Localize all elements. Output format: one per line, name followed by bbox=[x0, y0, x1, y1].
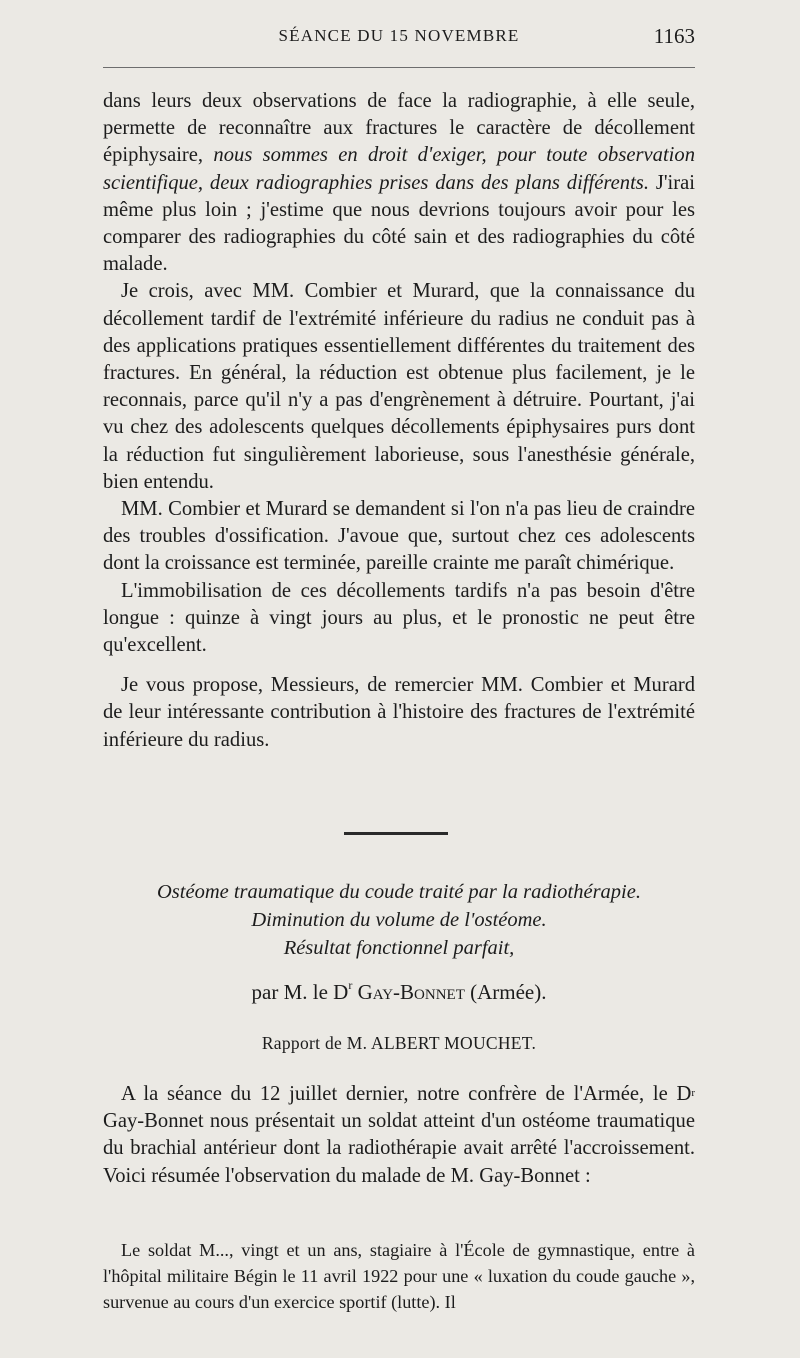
report-body bbox=[103, 1081, 695, 1190]
running-title: SÉANCE DU 15 NOVEMBRE bbox=[278, 26, 520, 45]
paragraph: Le soldat M..., vingt et un ans, stagiaire à l'École de gymnastique, entre à l'hôpital militaire Bégin le 11 avril 1922 pour une « luxation du coude gauche », survenue au cours d'un exercice sportif (lutte). Il bbox=[103, 1240, 695, 1312]
author-suffix: (Armée). bbox=[464, 980, 547, 1004]
title-line: Ostéome traumatique du coude traité par la radiothérapie. bbox=[157, 881, 641, 903]
page-number: 1163 bbox=[653, 24, 695, 48]
paragraph-text: J'irai même plus loin ; j'estime que nous devrions toujours avoir pour les comparer des radiographies du côté sain et des radiographies du côté malade. bbox=[103, 171, 695, 276]
section-separator bbox=[344, 832, 448, 835]
paragraph: L'immobilisation de ces décollements tardifs n'a pas besoin d'être longue : quinze à vingt jours au plus, et le pronostic ne peut être qu'excellent. bbox=[103, 579, 695, 657]
article-title bbox=[103, 878, 695, 962]
case-observation bbox=[103, 1237, 695, 1315]
paragraph: Je crois, avec MM. Combier et Murard, que la connaissance du décollement tardif de l'extrémité inférieure du radius ne conduit pas à des applications pratiques essentiellement différentes du traitement des fractures. En général, la réduction est obtenue plus facilement, je le reconnais, parce qu'il n'y a pas d'engrènement à détruire. Pourtant, j'ai vu chez des adolescents quelques décollements épiphysaires purs dont la réduction fut singulièrement laborieuse, sous l'anesthésie générale, bien entendu. bbox=[103, 280, 695, 493]
emphasis-text: nous sommes en droit d'exiger, pour toute observation scientifique, deux radiographies prises dans des plans différents. bbox=[103, 144, 695, 194]
paragraph bbox=[103, 1081, 695, 1190]
title-sup: r bbox=[691, 1087, 695, 1099]
paragraph bbox=[103, 88, 695, 278]
paragraph-text: A la séance du 12 juillet dernier, notre confrère de l'Armée, le D bbox=[121, 1083, 692, 1105]
title-line: Diminution du volume de l'ostéome. bbox=[251, 909, 547, 931]
article-author bbox=[103, 980, 695, 1005]
header-rule bbox=[103, 67, 695, 68]
rapporteur-line: Rapport de M. ALBERT MOUCHET. bbox=[261, 1033, 537, 1053]
page-header bbox=[103, 22, 695, 52]
paragraph: MM. Combier et Murard se demandent si l'on n'a pas lieu de craindre des troubles d'ossification. J'avoue que, surtout chez ces adolescents dont la croissance est terminée, pareille crainte me paraît chimérique. bbox=[103, 498, 695, 575]
paragraph: Je vous propose, Messieurs, de remercier MM. Combier et Murard de leur intéressante contribution à l'histoire des fractures de l'extrémité inférieure du radius. bbox=[103, 674, 695, 751]
paragraph-text: Gay-Bonnet nous présentait un soldat atteint d'un ostéome traumatique du brachial antérieur dont la radiothérapie avait arrêté l'accroissement. Voici résumée l'observation du malade de M. Gay-Bonnet : bbox=[103, 1110, 695, 1187]
report-conclusion bbox=[103, 88, 695, 754]
author-prefix: par M. le D bbox=[251, 980, 349, 1004]
author-name: Gay-Bonnet bbox=[357, 980, 465, 1004]
title-line: Résultat fonctionnel parfait, bbox=[283, 937, 515, 959]
author-title-sup: r bbox=[348, 978, 353, 992]
paragraph-text: dans leurs deux observations de face la radiographie, à elle seule, permette de reconnaître aux fractures le caractère de décollement épiphysaire, bbox=[103, 90, 695, 167]
